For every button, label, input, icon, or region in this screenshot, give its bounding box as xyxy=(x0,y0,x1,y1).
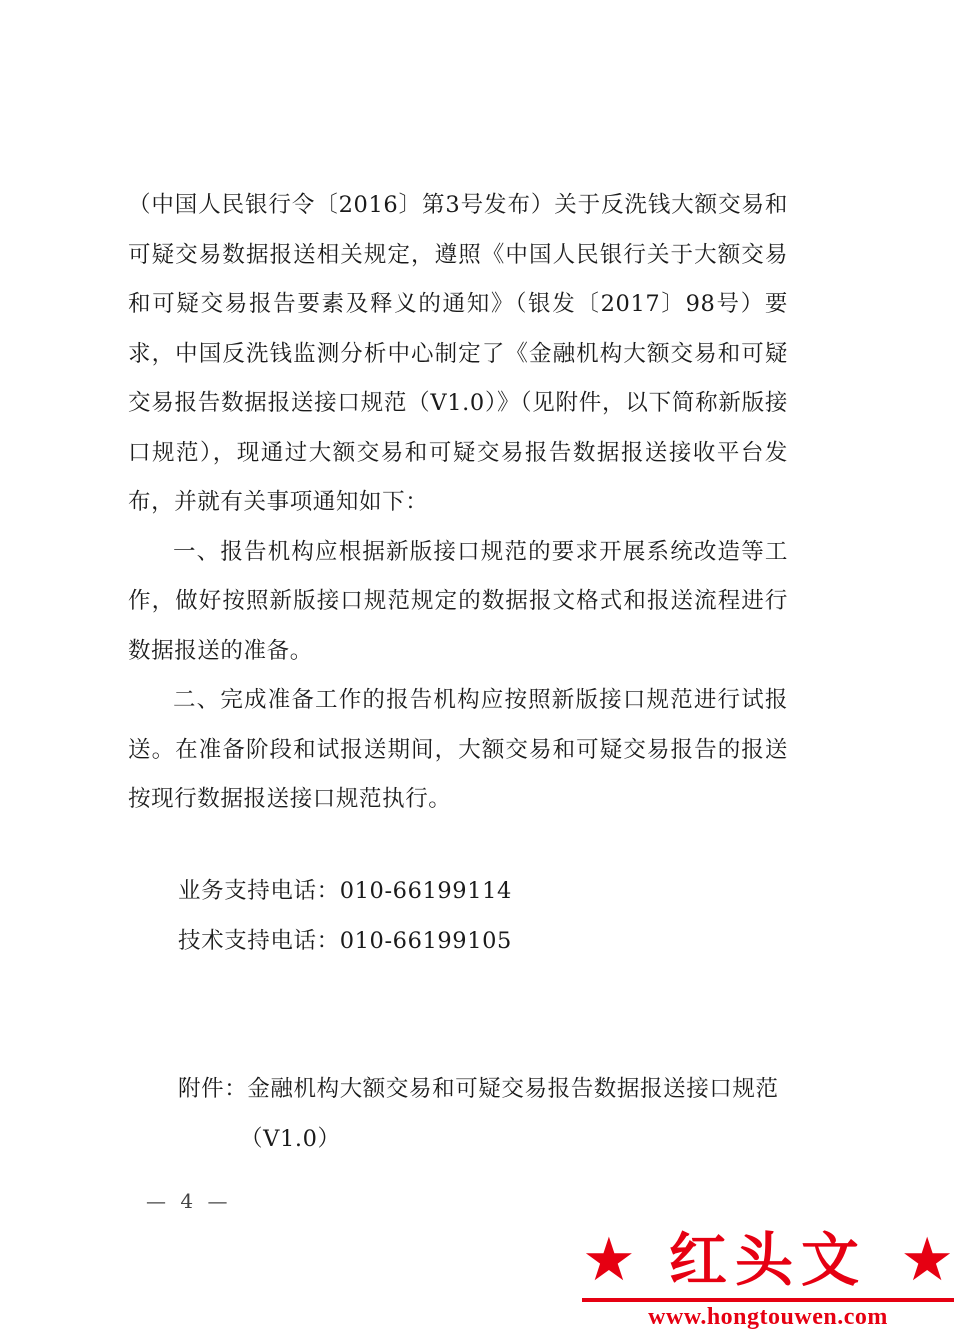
watermark-logo-text: 红头文 xyxy=(668,1226,867,1294)
star-icon: ★ xyxy=(900,1225,954,1295)
attachment-note xyxy=(178,1064,798,1164)
body-paragraph: 二、完成准备工作的报告机构应按照新版接口规范进行试报送。在准备阶段和试报送期间，大额交易和可疑交易报告的报送按现行数据报送接口规范执行。 xyxy=(128,687,788,812)
document-body xyxy=(128,181,788,825)
attachment-title: 附件：金融机构大额交易和可疑交易报告数据报送接口规范 xyxy=(178,1076,779,1102)
body-paragraph: 一、报告机构应根据新版接口规范的要求开展系统改造等工作，做好按照新版接口规范规定的数据报文格式和报送流程进行数据报送的准备。 xyxy=(128,538,788,664)
page-number: — 4 — xyxy=(146,1189,232,1213)
site-watermark xyxy=(582,1224,954,1332)
business-support-phone: 业务支持电话：010-66199114 xyxy=(178,878,512,904)
technical-support-phone: 技术支持电话：010-66199105 xyxy=(178,928,512,954)
body-paragraph: （中国人民银行令〔2016〕第3号发布）关于反洗钱大额交易和可疑交易数据报送相关规定，遵照《中国人民银行关于大额交易和可疑交易报告要素及释义的通知》（银发〔2017〕98号）要求，中国反洗钱监测分析中心制定了《金融机构大额交易和可疑交易报告数据报送接口规范（V1.0）》（见附件，以下简称新版接口规范），现通过大额交易和可疑交易报告数据报送接收平台发布，并就有关事项通知如下： xyxy=(128,192,788,515)
star-icon: ★ xyxy=(582,1225,636,1295)
attachment-version: （V1.0） xyxy=(240,1126,341,1152)
watermark-url: www.hongtouwen.com xyxy=(648,1304,888,1330)
watermark-divider xyxy=(582,1298,954,1302)
contact-info xyxy=(178,866,512,966)
